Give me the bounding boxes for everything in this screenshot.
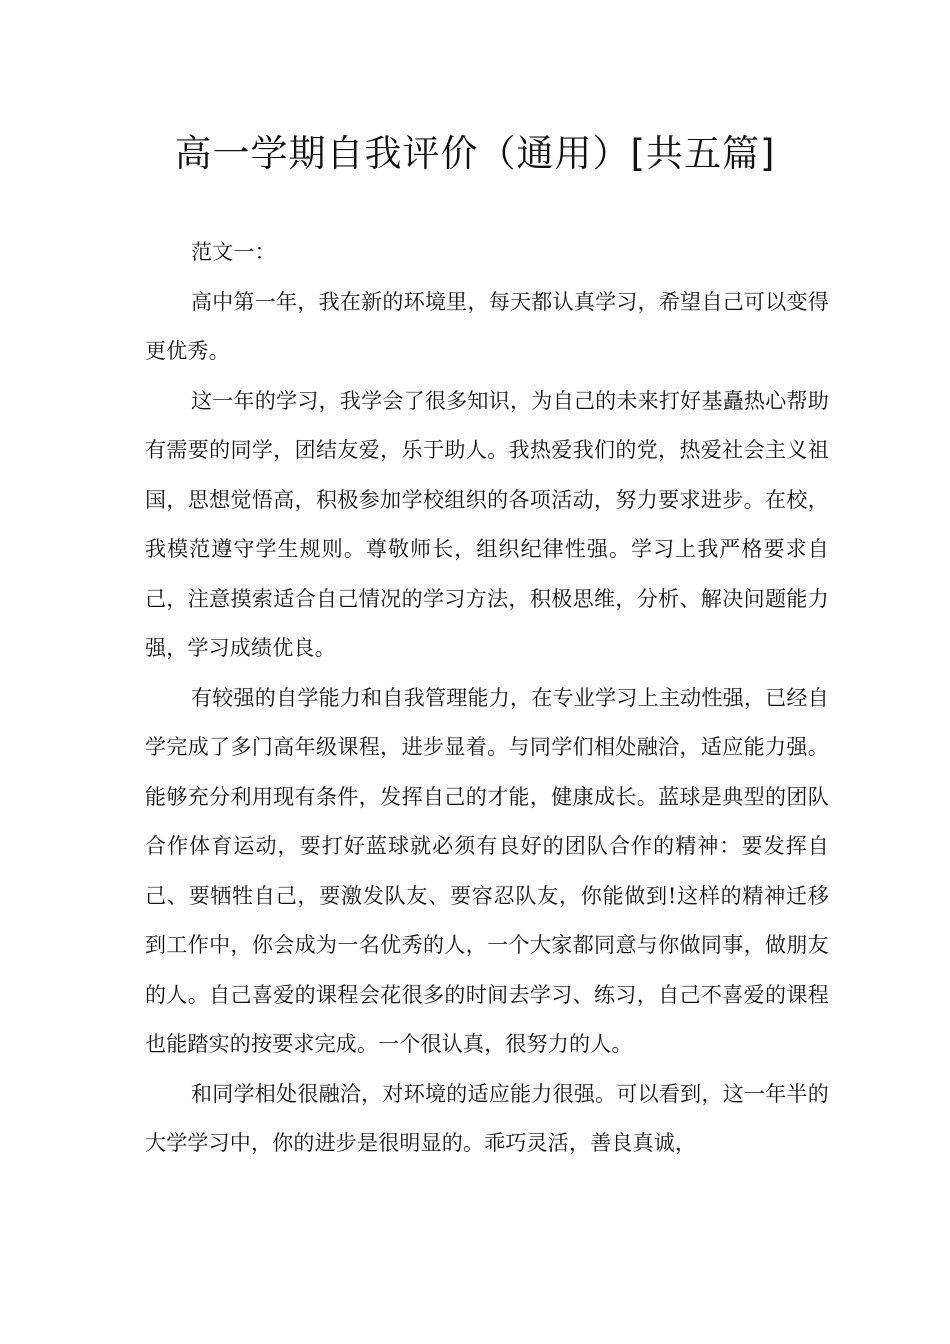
paragraph: 有较强的自学能力和自我管理能力，在专业学习上主动性强，已经自学完成了多门高年级课程，进步显着。与同学们相处融洽，适应能力强。能够充分利用现有条件，发挥自己的才能，健康成长。蓝球是典型的团队合作体育运动，要打好蓝球就必须有良好的团队合作的精神：要发挥自己、要牺牲自己，要激发队友、要容忍队友，你能做到!这样的精神迁移到工作中，你会成为一名优秀的人，一个大家都同意与你做同事，做朋友的人。自己喜爱的课程会花很多的时间去学习、练习，自己不喜爱的课程也能踏实的按要求完成。一个很认真，很努力的人。 (145, 685, 829, 1056)
paragraph-heading: 范文一： (191, 240, 276, 264)
paragraph: 高中第一年，我在新的环境里，每天都认真学习，希望自己可以变得更优秀。 (145, 289, 829, 363)
document-title: 高一学期自我评价（通用）[共五篇] (174, 132, 776, 175)
paragraph: 这一年的学习，我学会了很多知识，为自己的未来打好基矗热心帮助有需要的同学，团结友爱，乐于助人。我热爱我们的党，热爱社会主义祖国，思想觉悟高，积极参加学校组织的各项活动，努力要求进步。在校，我模范遵守学生规则。尊敬师长，组织纪律性强。学习上我严格要求自己，注意摸索适合自己情况的学习方法，积极思维，分析、解决问题能力强，学习成绩优良。 (145, 388, 829, 660)
document-body (145, 228, 829, 1169)
paragraph: 和同学相处很融洽，对环境的适应能力很强。可以看到，这一年半的大学学习中，你的进步是很明显的。乖巧灵活，善良真诚， (145, 1081, 829, 1155)
